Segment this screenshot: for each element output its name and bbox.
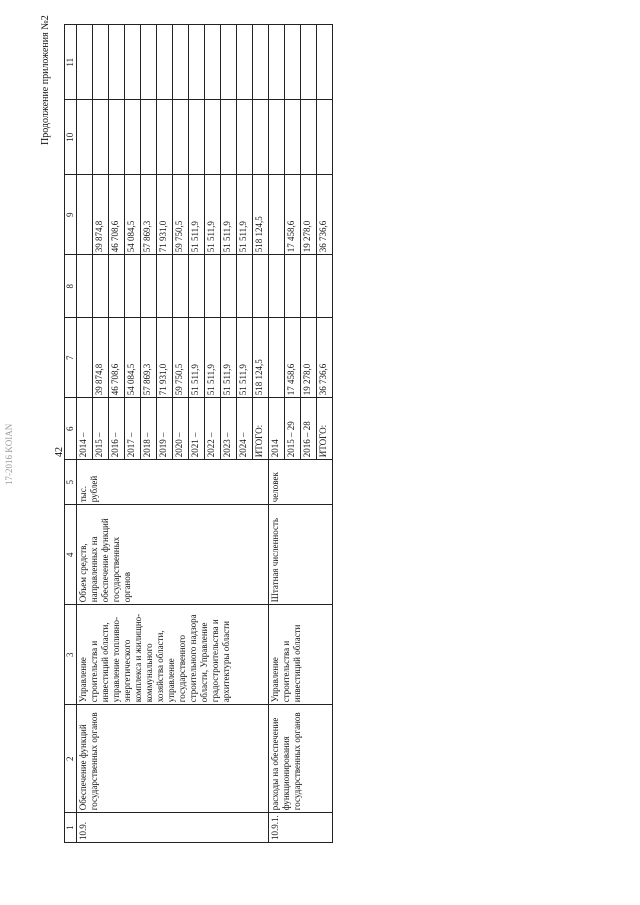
budget-cell xyxy=(269,175,285,255)
col10-cell xyxy=(237,100,253,175)
year-cell: 2021 – xyxy=(189,398,205,460)
col8-cell xyxy=(93,255,109,318)
year-cell: 2014 – xyxy=(77,398,93,460)
col-header-4: 4 xyxy=(65,505,77,605)
col-header-9: 9 xyxy=(65,175,77,255)
indicator-cell: Штатная численность xyxy=(269,505,333,605)
col11-cell xyxy=(253,25,269,100)
col11-cell xyxy=(189,25,205,100)
unit-cell: тыс. рублей xyxy=(77,460,269,505)
col8-cell xyxy=(253,255,269,318)
budget-cell: 46 708,6 xyxy=(109,175,125,255)
col11-cell xyxy=(317,25,333,100)
amount-cell: 19 278,0 xyxy=(301,318,317,398)
col11-cell xyxy=(301,25,317,100)
year-cell: 2014 xyxy=(269,398,285,460)
year-cell: 2018 – xyxy=(141,398,157,460)
budget-cell: 39 874,8 xyxy=(93,175,109,255)
col8-cell xyxy=(285,255,301,318)
col8-cell xyxy=(221,255,237,318)
col10-cell xyxy=(157,100,173,175)
col11-cell xyxy=(77,25,93,100)
amount-cell: 36 736,6 xyxy=(317,318,333,398)
column-number-row xyxy=(65,25,77,843)
col11-cell xyxy=(93,25,109,100)
budget-cell xyxy=(77,175,93,255)
appendix-table xyxy=(64,24,333,843)
col-header-8: 8 xyxy=(65,255,77,318)
budget-cell: 51 511,9 xyxy=(205,175,221,255)
col11-cell xyxy=(125,25,141,100)
year-cell: 2016 – xyxy=(109,398,125,460)
year-cell: 2024 – xyxy=(237,398,253,460)
table-row xyxy=(77,25,93,843)
amount-cell: 59 750,5 xyxy=(173,318,189,398)
year-cell: 2016 – 28 xyxy=(301,398,317,460)
col8-cell xyxy=(237,255,253,318)
amount-cell: 54 084,5 xyxy=(125,318,141,398)
col10-cell xyxy=(253,100,269,175)
col8-cell xyxy=(301,255,317,318)
col8-cell xyxy=(189,255,205,318)
col10-cell xyxy=(93,100,109,175)
executor-cell: Управление строительства и инвестиций области xyxy=(269,605,333,705)
col11-cell xyxy=(109,25,125,100)
year-cell: 2019 – xyxy=(157,398,173,460)
col10-cell xyxy=(317,100,333,175)
budget-cell: 51 511,9 xyxy=(237,175,253,255)
year-cell: 2017 – xyxy=(125,398,141,460)
year-cell: 2023 – xyxy=(221,398,237,460)
col8-cell xyxy=(173,255,189,318)
year-cell: ИТОГО: xyxy=(317,398,333,460)
col8-cell xyxy=(77,255,93,318)
col10-cell xyxy=(269,100,285,175)
amount-cell: 518 124,5 xyxy=(253,318,269,398)
continuation-note: Продолжение приложения №2 xyxy=(40,15,51,145)
col-header-2: 2 xyxy=(65,705,77,813)
col10-cell xyxy=(205,100,221,175)
unit-cell: человек xyxy=(269,460,333,505)
amount-cell: 71 931,0 xyxy=(157,318,173,398)
col8-cell xyxy=(141,255,157,318)
col11-cell xyxy=(173,25,189,100)
col10-cell xyxy=(221,100,237,175)
page-number: 42 xyxy=(54,447,65,457)
col10-cell xyxy=(301,100,317,175)
row-number: 10.9. xyxy=(77,813,269,843)
indicator-cell: Объем средств, направленных на обеспечение функций государственных органов xyxy=(77,505,269,605)
col11-cell xyxy=(141,25,157,100)
stamp-text: 17-2016 KOIAN xyxy=(4,423,14,485)
col-header-7: 7 xyxy=(65,318,77,398)
executor-cell: Управление строительства и инвестиций области, управление топливно-энергетического комплекса и жилищно-коммунального хозяйства области, управление государственного строительного надзора области, Управление градостроительства и архитектуры области xyxy=(77,605,269,705)
amount-cell: 17 458,6 xyxy=(285,318,301,398)
budget-cell: 19 278,0 xyxy=(301,175,317,255)
year-cell: ИТОГО: xyxy=(253,398,269,460)
col8-cell xyxy=(269,255,285,318)
row-number: 10.9.1. xyxy=(269,813,333,843)
measure-cell: расходы на обеспечение функционирования государственных органов xyxy=(269,705,333,813)
amount-cell: 46 708,6 xyxy=(109,318,125,398)
amount-cell: 57 869,3 xyxy=(141,318,157,398)
col11-cell xyxy=(205,25,221,100)
year-cell: 2022 – xyxy=(205,398,221,460)
col10-cell xyxy=(189,100,205,175)
amount-cell: 51 511,9 xyxy=(237,318,253,398)
col10-cell xyxy=(173,100,189,175)
col10-cell xyxy=(109,100,125,175)
col10-cell xyxy=(125,100,141,175)
col-header-6: 6 xyxy=(65,398,77,460)
col11-cell xyxy=(269,25,285,100)
amount-cell: 51 511,9 xyxy=(221,318,237,398)
table-row xyxy=(269,25,285,843)
amount-cell xyxy=(77,318,93,398)
col8-cell xyxy=(109,255,125,318)
col11-cell xyxy=(285,25,301,100)
col-header-11: 11 xyxy=(65,25,77,100)
year-cell: 2015 – xyxy=(93,398,109,460)
col11-cell xyxy=(157,25,173,100)
budget-cell: 54 084,5 xyxy=(125,175,141,255)
budget-cell: 36 736,6 xyxy=(317,175,333,255)
col11-cell xyxy=(237,25,253,100)
col11-cell xyxy=(221,25,237,100)
col8-cell xyxy=(205,255,221,318)
amount-cell: 51 511,9 xyxy=(205,318,221,398)
measure-cell: Обеспечение функций государственных органов xyxy=(77,705,269,813)
amount-cell xyxy=(269,318,285,398)
budget-cell: 518 124,5 xyxy=(253,175,269,255)
amount-cell: 51 511,9 xyxy=(189,318,205,398)
col10-cell xyxy=(141,100,157,175)
col8-cell xyxy=(157,255,173,318)
budget-cell: 17 458,6 xyxy=(285,175,301,255)
budget-cell: 59 750,5 xyxy=(173,175,189,255)
budget-cell: 51 511,9 xyxy=(221,175,237,255)
amount-cell: 39 874,8 xyxy=(93,318,109,398)
col8-cell xyxy=(125,255,141,318)
col-header-10: 10 xyxy=(65,100,77,175)
col10-cell xyxy=(285,100,301,175)
year-cell: 2015 – 29 xyxy=(285,398,301,460)
year-cell: 2020 – xyxy=(173,398,189,460)
col-header-3: 3 xyxy=(65,605,77,705)
budget-cell: 71 931,0 xyxy=(157,175,173,255)
col8-cell xyxy=(317,255,333,318)
budget-cell: 51 511,9 xyxy=(189,175,205,255)
col-header-5: 5 xyxy=(65,460,77,505)
col10-cell xyxy=(77,100,93,175)
col-header-1: 1 xyxy=(65,813,77,843)
budget-cell: 57 869,3 xyxy=(141,175,157,255)
